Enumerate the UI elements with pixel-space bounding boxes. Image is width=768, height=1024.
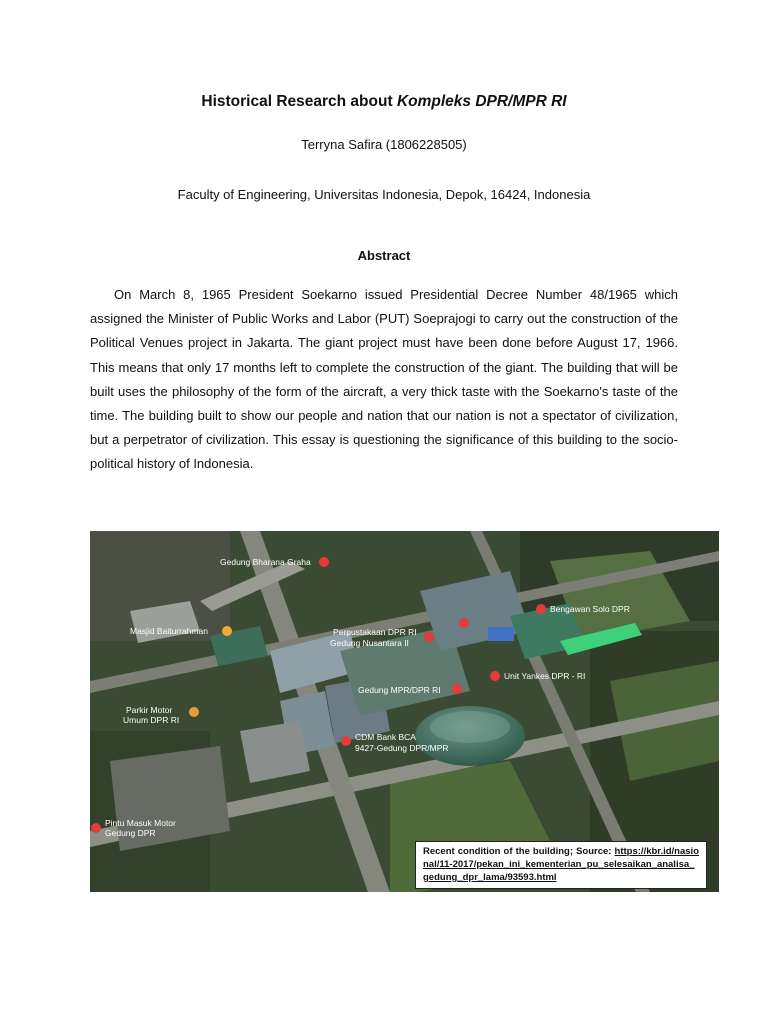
label-nusantara: Gedung Nusantara II [330,638,409,648]
label-pintu-1: Pintu Masuk Motor [105,818,176,828]
label-parkir-2: Umum DPR RI [123,715,180,725]
figure-caption [415,841,707,889]
label-yankes: Unit Yankes DPR - RI [504,671,586,681]
caption-text: Recent condition of the building; Source: [423,846,615,857]
aerial-map-image [90,531,719,892]
label-cdm-2: 9427-Gedung DPR/MPR [355,743,449,753]
paper-title [0,93,768,111]
label-masjid: Masjid Baiturrahman [130,626,208,636]
label-cdm-1: CDM Bank BCA [355,732,416,742]
label-mpr: Gedung MPR/DPR RI [358,685,441,695]
author-line: Terryna Safira (1806228505) [301,137,467,152]
label-bharana: Gedung Bharana Graha [220,557,311,567]
abstract-body: On March 8, 1965 President Soekarno issued Presidential Decree Number 48/1965 which assigned the Minister of Public Works and Labor (PUT) Soeprajogi to carry out the construction of the Political Venues project in Jakarta. The giant project must have been done before August 17, 1966. This means that only 17 months left to complete the construction of the giant. The building that will be built uses the philosophy of the form of the aircraft, a very thick taste with the Soekarno's taste of the time. The building built to show our people and nation that our nation is not a spectator of civilization, but a perpetrator of civilization. This essay is questioning the significance of this building to the socio-political history of Indonesia. [90,287,678,472]
label-parkir-1: Parkir Motor [126,705,173,715]
aerial-map-figure [90,531,719,892]
label-perpustakaan: Perpustakaan DPR RI [333,627,417,637]
abstract-heading: Abstract [357,248,411,263]
title-italic: Kompleks DPR/MPR RI [396,93,567,110]
caption-source-link[interactable]: https://kbr.id/nasional/11-2017/pekan_ini_kementerian_pu_selesaikan_analisa_gedung_dpr_lama/93593.html [423,846,699,883]
affiliation-line: Faculty of Engineering, Universitas Indonesia, Depok, 16424, Indonesia [177,187,591,202]
label-pintu-2: Gedung DPR [105,828,156,838]
label-bengawan: Bengawan Solo DPR [550,604,630,614]
title-prefix: Historical Research about [201,93,397,110]
